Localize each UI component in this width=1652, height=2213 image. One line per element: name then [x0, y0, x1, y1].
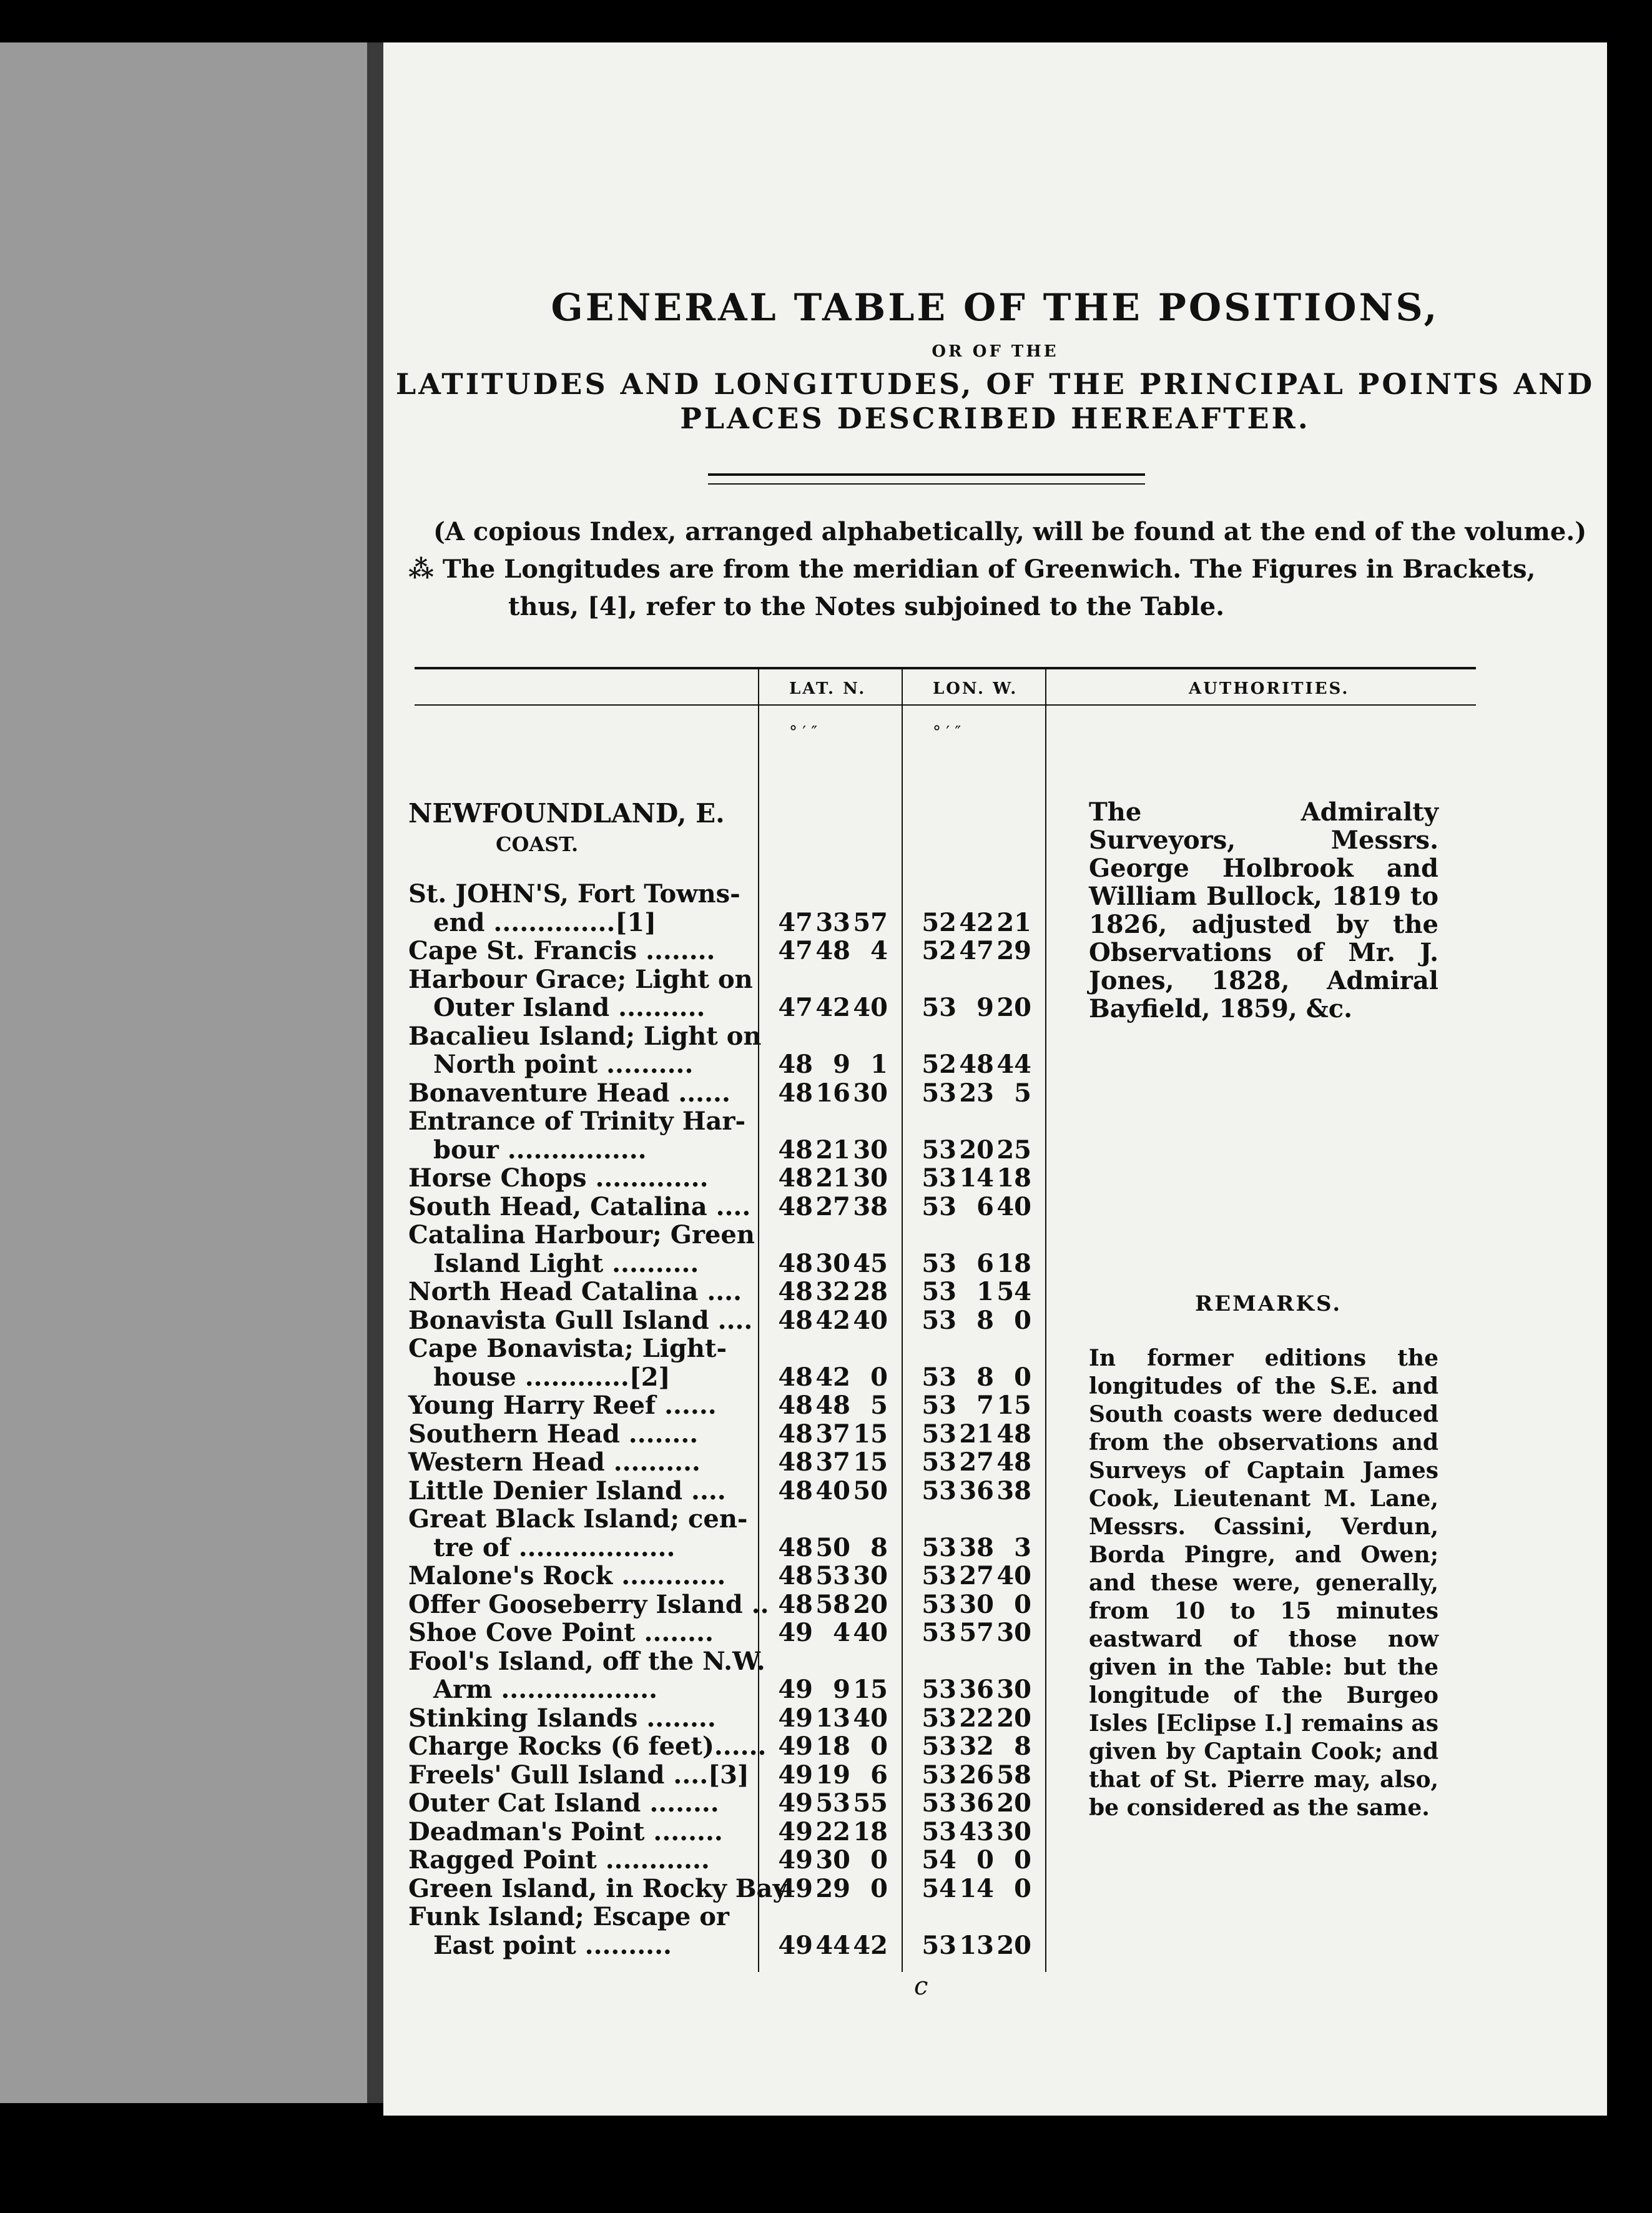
latitude-value: 28	[853, 1277, 888, 1306]
longitude-value: 53	[922, 1191, 956, 1221]
longitude-value: 29	[996, 936, 1031, 965]
longitude-value: 53	[922, 1760, 956, 1790]
latitude-value: 4	[870, 936, 888, 965]
latitude-value: 30	[853, 1078, 888, 1108]
latitude-value: 21	[815, 1135, 850, 1165]
place-name: bour ................	[433, 1135, 647, 1165]
latitude-value: 48	[778, 1050, 813, 1079]
longitude-value: 15	[996, 1391, 1031, 1420]
latitude-value: 53	[815, 1788, 850, 1818]
longitude-value: 40	[996, 1191, 1031, 1221]
latitude-value: 47	[778, 907, 813, 937]
latitude-value: 50	[815, 1532, 850, 1562]
latitude-value: 30	[853, 1561, 888, 1590]
latitude-value: 4	[833, 1618, 850, 1647]
section-title: NEWFOUNDLAND, E.	[408, 798, 725, 829]
latitude-value: 40	[853, 1618, 888, 1647]
longitude-value: 21	[996, 907, 1031, 937]
page-title: GENERAL TABLE OF THE POSITIONS,	[551, 286, 1440, 330]
place-name: Arm ..................	[433, 1675, 658, 1704]
longitude-value: 18	[996, 1248, 1031, 1278]
longitude-value: 48	[959, 1050, 994, 1079]
latitude-value: 48	[778, 1589, 813, 1619]
longitude-value: 18	[996, 1163, 1031, 1193]
longitude-value: 26	[959, 1760, 994, 1790]
table-row	[383, 1249, 1070, 1277]
latitude-value: 16	[815, 1078, 850, 1108]
table-row	[383, 1504, 1070, 1532]
longitude-value: 53	[922, 1078, 956, 1108]
table-row	[383, 1732, 1070, 1760]
table-row	[383, 1533, 1070, 1561]
latitude-value: 48	[778, 1419, 813, 1449]
place-name: Stinking Islands ........	[408, 1703, 716, 1733]
place-name: Entrance of Trinity Har-	[408, 1106, 746, 1136]
longitude-value: 20	[996, 1703, 1031, 1733]
latitude-value: 48	[778, 1362, 813, 1392]
place-name: Catalina Harbour; Green	[408, 1220, 755, 1249]
table-row	[383, 1220, 1070, 1248]
longitude-value: 48	[996, 1419, 1031, 1449]
remarks-title: REMARKS.	[1195, 1291, 1342, 1316]
longitude-value: 0	[1014, 1305, 1031, 1335]
latitude-value: 49	[778, 1618, 813, 1647]
table-row	[383, 1334, 1070, 1362]
longitude-value: 14	[959, 1873, 994, 1903]
latitude-value: 18	[853, 1816, 888, 1846]
table-row	[383, 1476, 1070, 1504]
table-row	[383, 1817, 1070, 1845]
latitude-value: 6	[870, 1760, 888, 1790]
longitude-value: 57	[959, 1618, 994, 1647]
latitude-value: 8	[870, 1532, 888, 1562]
longitude-value: 53	[922, 1135, 956, 1165]
latitude-value: 30	[853, 1135, 888, 1165]
place-name: East point ..........	[433, 1930, 672, 1960]
latitude-value: 48	[778, 1391, 813, 1420]
longitude-value: 23	[959, 1078, 994, 1108]
table-top-rule	[415, 667, 1476, 669]
longitude-value: 32	[959, 1732, 994, 1761]
latitude-value: 0	[870, 1845, 888, 1875]
table-row	[383, 1192, 1070, 1220]
latitude-value: 45	[853, 1248, 888, 1278]
place-name: North Head Catalina ....	[408, 1277, 742, 1306]
longitude-value: 53	[922, 1732, 956, 1761]
latitude-value: 15	[853, 1675, 888, 1704]
place-name: end ..............[1]	[433, 907, 657, 937]
latitude-value: 48	[815, 936, 850, 965]
longitude-value: 0	[1014, 1589, 1031, 1619]
place-name: Outer Island ..........	[433, 993, 706, 1022]
title-connector: OR OF THE	[932, 342, 1059, 361]
longitude-value: 53	[922, 1447, 956, 1477]
longitude-value: 54	[922, 1873, 956, 1903]
longitude-value: 7	[976, 1391, 994, 1420]
table-row	[383, 1760, 1070, 1788]
table-row	[383, 908, 1070, 936]
longitude-value: 6	[976, 1248, 994, 1278]
place-name: South Head, Catalina ....	[408, 1191, 751, 1221]
latitude-value: 48	[778, 1078, 813, 1108]
latitude-value: 5	[870, 1391, 888, 1420]
latitude-value: 30	[815, 1248, 850, 1278]
latitude-value: 48	[778, 1135, 813, 1165]
longitude-value: 30	[996, 1675, 1031, 1704]
longitude-value: 13	[959, 1930, 994, 1960]
longitude-value: 53	[922, 1675, 956, 1704]
longitude-value: 6	[976, 1191, 994, 1221]
longitude-value: 58	[996, 1760, 1031, 1790]
place-name: Shoe Cove Point ........	[408, 1618, 714, 1647]
longitude-value: 3	[1014, 1532, 1031, 1562]
place-name: Horse Chops .............	[408, 1163, 709, 1193]
longitude-value: 42	[959, 907, 994, 937]
section-subtitle: COAST.	[496, 832, 579, 856]
latitude-value: 48	[778, 1561, 813, 1590]
table-row	[383, 936, 1070, 964]
place-name: Fool's Island, off the N.W.	[408, 1646, 765, 1676]
latitude-value: 0	[870, 1362, 888, 1392]
longitude-value: 8	[976, 1305, 994, 1335]
place-name: Bonavista Gull Island ....	[408, 1305, 753, 1335]
longitude-value: 30	[996, 1618, 1031, 1647]
longitude-value: 52	[922, 907, 956, 937]
latitude-value: 49	[778, 1816, 813, 1846]
title-line-2: LATITUDES AND LONGITUDES, OF THE PRINCIPAL POINTS AND	[395, 367, 1595, 401]
title-line-3: PLACES DESCRIBED HEREAFTER.	[680, 402, 1310, 435]
table-row	[383, 1022, 1070, 1050]
longitude-value: 53	[922, 1391, 956, 1420]
place-name: Southern Head ........	[408, 1419, 699, 1449]
book-gutter	[367, 42, 385, 2103]
table-row	[383, 1078, 1070, 1106]
latitude-value: 40	[853, 1703, 888, 1733]
table-row	[383, 993, 1070, 1021]
place-name: Great Black Island; cen-	[408, 1504, 748, 1534]
longitude-value: 20	[996, 1788, 1031, 1818]
latitude-value: 48	[778, 1305, 813, 1335]
longitude-value: 47	[959, 936, 994, 965]
longitude-value: 8	[1014, 1732, 1031, 1761]
latitude-value: 32	[815, 1277, 850, 1306]
lat-units: ° ′ ″	[789, 723, 818, 742]
latitude-value: 49	[778, 1930, 813, 1960]
longitude-value: 36	[959, 1675, 994, 1704]
longitude-value: 30	[959, 1589, 994, 1619]
place-name: Freels' Gull Island ....[3]	[408, 1760, 749, 1790]
longitude-value: 53	[922, 1277, 956, 1306]
table-row	[383, 1675, 1070, 1703]
latitude-value: 57	[853, 907, 888, 937]
latitude-value: 9	[833, 1050, 850, 1079]
longitude-value: 53	[922, 1618, 956, 1647]
place-name: Funk Island; Escape or	[408, 1902, 729, 1931]
longitude-value: 0	[1014, 1845, 1031, 1875]
latitude-value: 48	[778, 1532, 813, 1562]
table-row	[383, 879, 1070, 907]
latitude-value: 22	[815, 1816, 850, 1846]
place-name: Offer Gooseberry Island ..	[408, 1589, 769, 1619]
latitude-value: 33	[815, 907, 850, 937]
latitude-value: 15	[853, 1447, 888, 1477]
longitude-value: 0	[1014, 1873, 1031, 1903]
longitude-value: 53	[922, 1163, 956, 1193]
place-name: Deadman's Point ........	[408, 1816, 723, 1846]
longitude-value: 53	[922, 1532, 956, 1562]
latitude-value: 49	[778, 1788, 813, 1818]
longitude-value: 53	[922, 1305, 956, 1335]
latitude-value: 20	[853, 1589, 888, 1619]
latitude-value: 30	[853, 1163, 888, 1193]
place-name: Cape St. Francis ........	[408, 936, 715, 965]
latitude-value: 37	[815, 1447, 850, 1477]
latitude-value: 44	[815, 1930, 850, 1960]
latitude-value: 42	[815, 993, 850, 1022]
table-row	[383, 965, 1070, 993]
latitude-value: 37	[815, 1419, 850, 1449]
latitude-value: 50	[853, 1476, 888, 1506]
table-row	[383, 1135, 1070, 1163]
latitude-value: 48	[778, 1447, 813, 1477]
authorities-text: The Admiralty Surveyors, Messrs. George Holbrook and William Bullock, 1819 to 1826, adjusted by the Observations of Mr. J. Jones, 1828, Admiral Bayfield, 1859, &c.	[1089, 797, 1438, 1023]
place-name: house ............[2]	[433, 1362, 671, 1392]
longitude-value: 20	[959, 1135, 994, 1165]
brackets-note: thus, [4], refer to the Notes subjoined to the Table.	[508, 592, 1225, 621]
longitude-value: 53	[922, 1248, 956, 1278]
longitude-value: 30	[996, 1816, 1031, 1846]
place-name: Outer Cat Island ........	[408, 1788, 719, 1818]
table-header-rule	[415, 704, 1476, 706]
title-rule	[708, 473, 1145, 485]
table-row	[383, 1703, 1070, 1732]
longitude-value: 53	[922, 1703, 956, 1733]
latitude-value: 49	[778, 1873, 813, 1903]
longitude-value: 53	[922, 1476, 956, 1506]
longitude-value: 53	[922, 1930, 956, 1960]
page	[383, 42, 1607, 2116]
table-row	[383, 1391, 1070, 1419]
longitude-value: 53	[922, 1419, 956, 1449]
place-name: St. JOHN'S, Fort Towns-	[408, 879, 740, 909]
latitude-value: 47	[778, 936, 813, 965]
place-name: Green Island, in Rocky Bay	[408, 1873, 787, 1903]
place-name: Little Denier Island ....	[408, 1476, 726, 1506]
longitude-value: 27	[959, 1447, 994, 1477]
longitude-value: 20	[996, 1930, 1031, 1960]
lat-header: LAT. N.	[789, 679, 867, 698]
longitude-value: 53	[922, 1788, 956, 1818]
index-note: (A copious Index, arranged alphabetically, will be found at the end of the volume.)	[433, 517, 1587, 546]
longitude-value: 5	[1014, 1078, 1031, 1108]
longitude-value: 53	[922, 1561, 956, 1590]
latitude-value: 30	[815, 1845, 850, 1875]
longitude-value: 54	[996, 1277, 1031, 1306]
table-row	[383, 1618, 1070, 1646]
latitude-value: 42	[853, 1930, 888, 1960]
longitude-note: ⁂ The Longitudes are from the meridian of Greenwich. The Figures in Brackets,	[408, 554, 1536, 584]
latitude-value: 42	[815, 1305, 850, 1335]
place-name: tre of ..................	[433, 1532, 676, 1562]
table-row	[383, 1931, 1070, 1959]
longitude-value: 36	[959, 1788, 994, 1818]
latitude-value: 42	[815, 1362, 850, 1392]
latitude-value: 29	[815, 1873, 850, 1903]
left-page-edge	[0, 42, 368, 2103]
longitude-value: 53	[922, 993, 956, 1022]
longitude-value: 53	[922, 1816, 956, 1846]
longitude-value: 53	[922, 1362, 956, 1392]
latitude-value: 0	[870, 1732, 888, 1761]
place-name: Island Light ..........	[433, 1248, 699, 1278]
longitude-value: 52	[922, 1050, 956, 1079]
table-row	[383, 1419, 1070, 1447]
longitude-value: 36	[959, 1476, 994, 1506]
latitude-value: 49	[778, 1760, 813, 1790]
place-name: Charge Rocks (6 feet)......	[408, 1732, 767, 1761]
place-name: Western Head ..........	[408, 1447, 701, 1477]
longitude-value: 9	[976, 993, 994, 1022]
latitude-value: 48	[778, 1277, 813, 1306]
longitude-value: 1	[976, 1277, 994, 1306]
lon-units: ° ′ ″	[933, 723, 961, 742]
table-row	[383, 1788, 1070, 1816]
latitude-value: 49	[778, 1845, 813, 1875]
table-row	[383, 1163, 1070, 1191]
longitude-value: 20	[996, 993, 1031, 1022]
latitude-value: 49	[778, 1675, 813, 1704]
place-name: Young Harry Reef ......	[408, 1391, 717, 1420]
latitude-value: 48	[815, 1391, 850, 1420]
longitude-value: 54	[922, 1845, 956, 1875]
latitude-value: 0	[870, 1873, 888, 1903]
table-row	[383, 1106, 1070, 1135]
remarks-text: In former editions the longitudes of the S.E. and South coasts were deduced from the observations and Surveys of Captain James Cook, Lieutenant M. Lane, Messrs. Cassini, Verdun, Borda Pingre, and Owen; and these were, generally, from 10 to 15 minutes eastward of those now given in the Table: but the longitude of the Burgeo Isles [Eclipse I.] remains as given by Captain Cook; and that of St. Pierre may, also, be considered as the same.	[1089, 1345, 1438, 1821]
latitude-value: 15	[853, 1419, 888, 1449]
latitude-value: 58	[815, 1589, 850, 1619]
longitude-value: 40	[996, 1561, 1031, 1590]
longitude-value: 44	[996, 1050, 1031, 1079]
latitude-value: 40	[853, 993, 888, 1022]
latitude-value: 47	[778, 993, 813, 1022]
latitude-value: 48	[778, 1191, 813, 1221]
latitude-value: 18	[815, 1732, 850, 1761]
latitude-value: 48	[778, 1163, 813, 1193]
table-row	[383, 1845, 1070, 1873]
longitude-value: 43	[959, 1816, 994, 1846]
longitude-value: 22	[959, 1703, 994, 1733]
table-row	[383, 1277, 1070, 1305]
longitude-value: 52	[922, 936, 956, 965]
latitude-value: 38	[853, 1191, 888, 1221]
place-name: Cape Bonavista; Light-	[408, 1334, 727, 1363]
latitude-value: 40	[815, 1476, 850, 1506]
latitude-value: 48	[778, 1248, 813, 1278]
latitude-value: 49	[778, 1703, 813, 1733]
authorities-header: AUTHORITIES.	[1189, 679, 1350, 698]
latitude-value: 1	[870, 1050, 888, 1079]
longitude-value: 27	[959, 1561, 994, 1590]
table-row	[383, 1363, 1070, 1391]
signature-mark: c	[914, 1972, 928, 2001]
table-row	[383, 1590, 1070, 1618]
lon-header: LON. W.	[933, 679, 1018, 698]
latitude-value: 53	[815, 1561, 850, 1590]
latitude-value: 19	[815, 1760, 850, 1790]
longitude-value: 8	[976, 1362, 994, 1392]
longitude-value: 0	[1014, 1362, 1031, 1392]
longitude-value: 38	[996, 1476, 1031, 1506]
table-row	[383, 1447, 1070, 1476]
latitude-value: 48	[778, 1476, 813, 1506]
latitude-value: 40	[853, 1305, 888, 1335]
table-row	[383, 1561, 1070, 1589]
latitude-value: 55	[853, 1788, 888, 1818]
latitude-value: 27	[815, 1191, 850, 1221]
table-row	[383, 1874, 1070, 1902]
place-name: Bacalieu Island; Light on	[408, 1021, 762, 1051]
place-name: North point ..........	[433, 1050, 694, 1079]
latitude-value: 9	[833, 1675, 850, 1704]
longitude-value: 0	[976, 1845, 994, 1875]
table-row	[383, 1647, 1070, 1675]
table-row	[383, 1050, 1070, 1078]
longitude-value: 21	[959, 1419, 994, 1449]
place-name: Malone's Rock ............	[408, 1561, 726, 1590]
table-row	[383, 1306, 1070, 1334]
latitude-value: 49	[778, 1732, 813, 1761]
place-name: Harbour Grace; Light on	[408, 964, 753, 994]
latitude-value: 21	[815, 1163, 850, 1193]
longitude-value: 25	[996, 1135, 1031, 1165]
table-row	[383, 1902, 1070, 1930]
latitude-value: 13	[815, 1703, 850, 1733]
longitude-value: 38	[959, 1532, 994, 1562]
place-name: Bonaventure Head ......	[408, 1078, 730, 1108]
longitude-value: 14	[959, 1163, 994, 1193]
longitude-value: 48	[996, 1447, 1031, 1477]
longitude-value: 53	[922, 1589, 956, 1619]
place-name: Ragged Point ............	[408, 1845, 710, 1875]
